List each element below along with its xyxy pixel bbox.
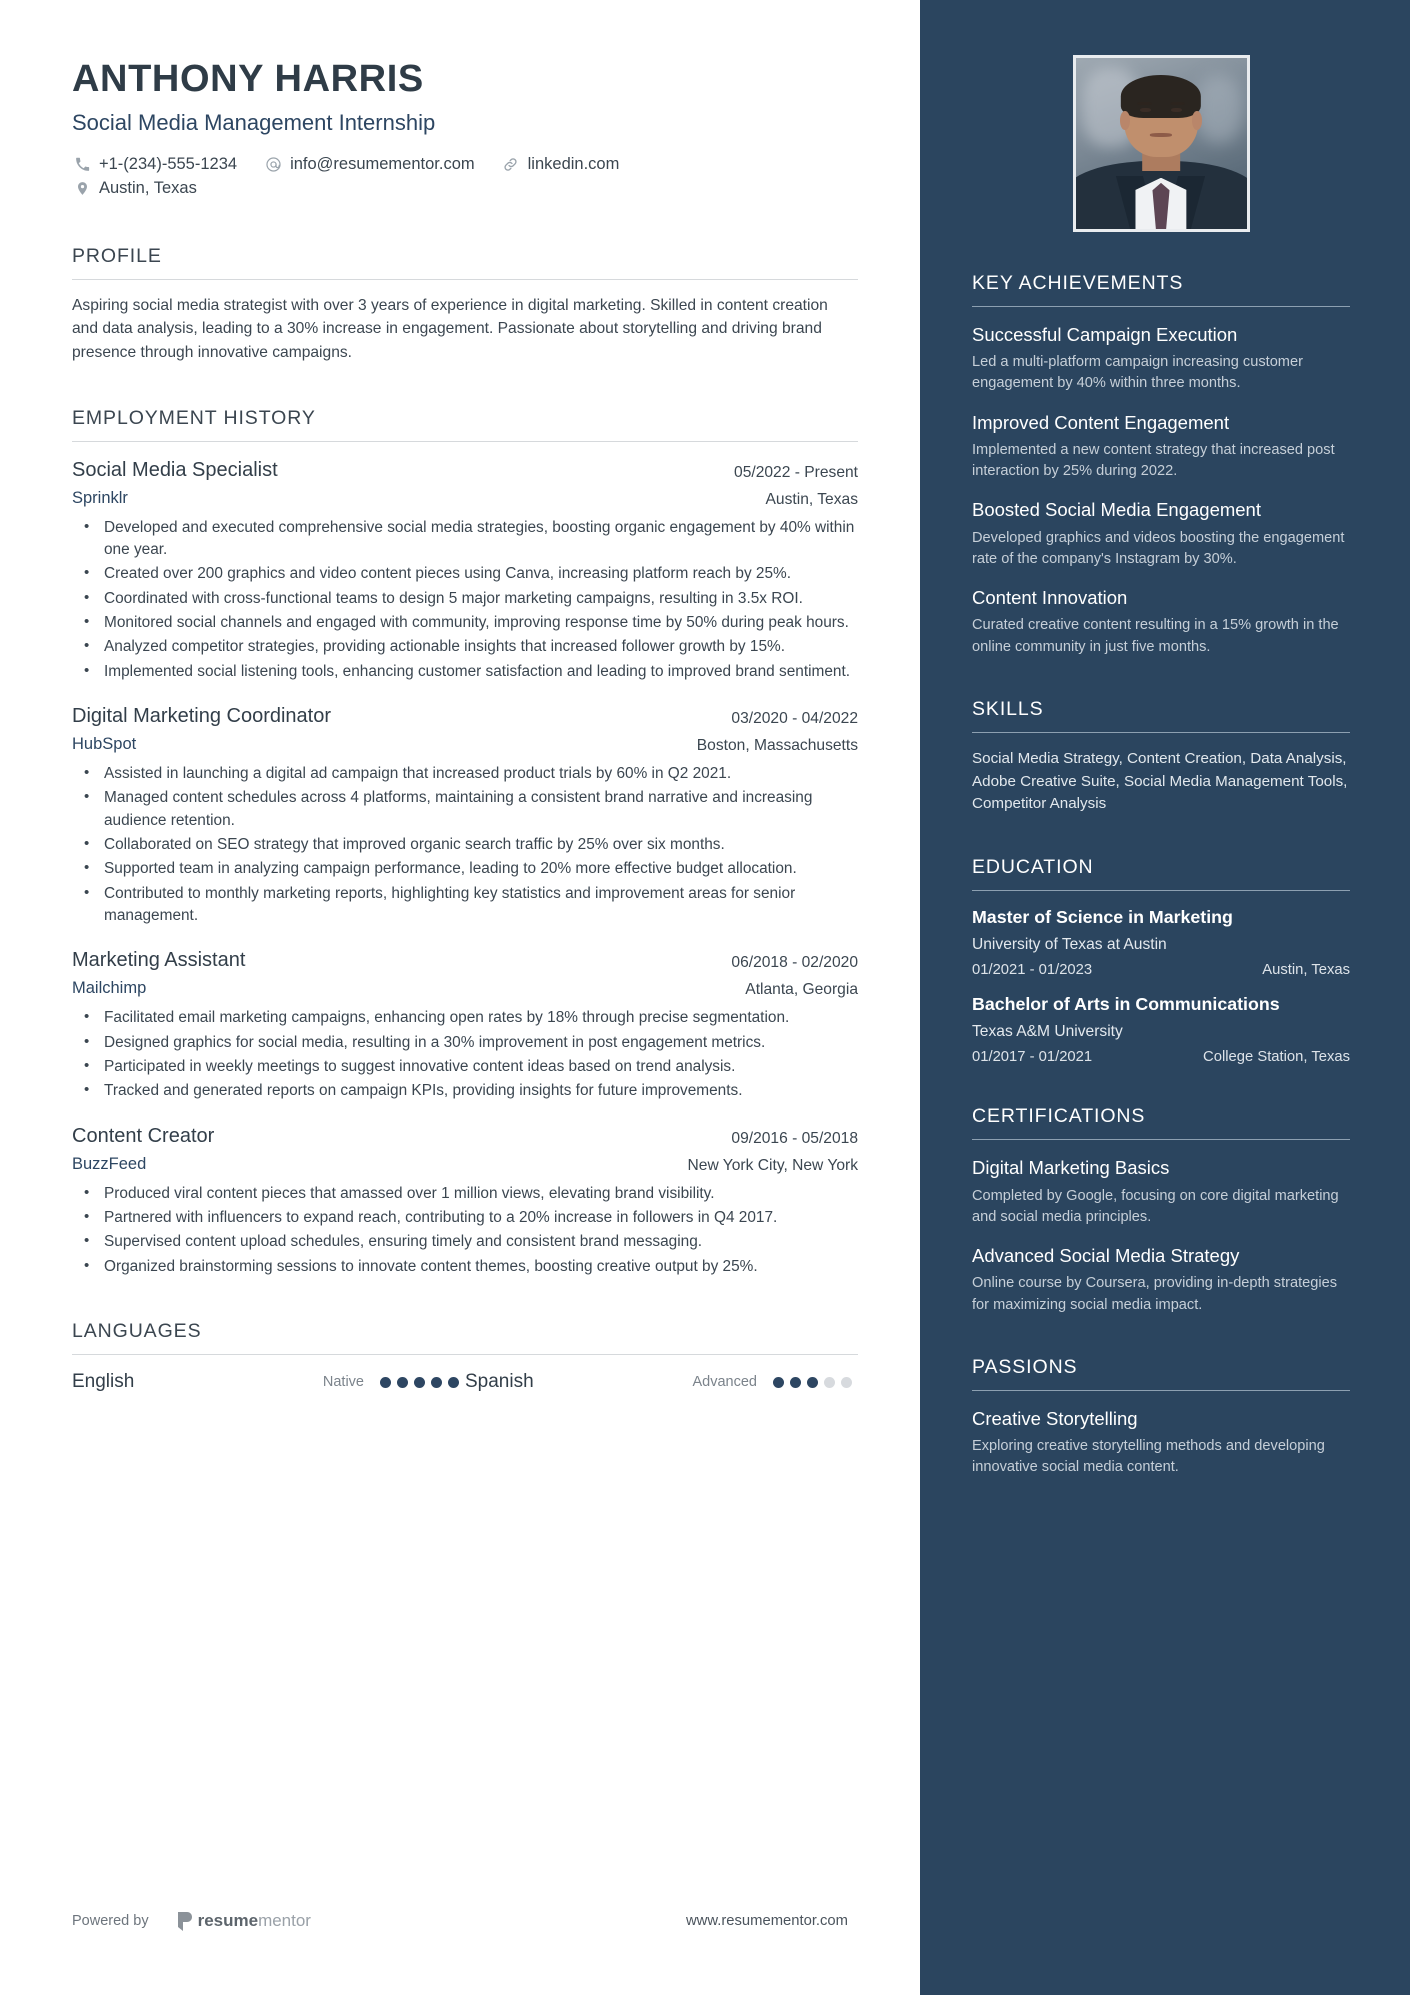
job-bullet: • Supported team in analyzing campaign performance, leading to 20% more effective budget allocation. (72, 858, 858, 880)
sidebar-entry (972, 1244, 1350, 1316)
job-company: Mailchimp (72, 979, 147, 998)
entry-description: Led a multi-platform campaign increasing customer engagement by 40% within three months. (972, 354, 1303, 392)
job-bullet: • Organized brainstorming sessions to innovate content themes, boosting creative output by 25%. (72, 1256, 858, 1278)
certifications-heading: CERTIFICATIONS (972, 1105, 1146, 1128)
sidebar-entry (972, 411, 1350, 483)
languages-section (72, 1320, 858, 1393)
divider (72, 1354, 858, 1355)
skills-section (972, 698, 1350, 816)
job-bullet: • Supervised content upload schedules, ensuring timely and consistent brand messaging. (72, 1231, 858, 1253)
job-bullet: • Contributed to monthly marketing reports, highlighting key statistics and improvement areas for senior management. (72, 883, 858, 928)
job-bullets (72, 1183, 858, 1278)
brand-text (198, 1911, 311, 1931)
job-location: New York City, New York (687, 1156, 858, 1174)
footer-url[interactable]: www.resumementor.com (686, 1913, 848, 1929)
link-icon (501, 155, 521, 175)
key-achievements-section (972, 272, 1350, 658)
contact-info (72, 155, 858, 203)
skills-heading: SKILLS (972, 697, 1044, 720)
proficiency-dot (414, 1377, 425, 1388)
employment-section (72, 407, 858, 1278)
entry-description: Implemented a new content strategy that increased post interaction by 25% during 2022. (972, 441, 1335, 480)
contact-email[interactable] (263, 155, 475, 175)
job-date: 09/2016 - 05/2018 (731, 1129, 858, 1147)
entry-title: Boosted Social Media Engagement (972, 499, 1261, 521)
job-bullet: • Assisted in launching a digital ad campaign that increased product trials by 60% in Q2 2021. (72, 763, 858, 785)
brand-light: mentor (258, 1911, 311, 1930)
contact-line-1 (72, 155, 858, 179)
job-location: Atlanta, Georgia (745, 981, 858, 999)
profile-photo (1076, 58, 1247, 229)
job-bullet: • Developed and executed comprehensive social media strategies, boosting organic engagement by 40% within one year. (72, 517, 858, 562)
contact-line-2 (72, 179, 858, 203)
divider (972, 1390, 1350, 1391)
divider (972, 890, 1350, 891)
certifications-section (972, 1105, 1350, 1315)
bookmark-icon (177, 1912, 193, 1931)
linkedin-text: linkedin.com (527, 155, 620, 174)
job-company-row (72, 489, 858, 510)
footer-brand-group (72, 1911, 311, 1931)
entry-description: Online course by Coursera, providing in-depth strategies for maximizing social media impact. (972, 1275, 1338, 1313)
job-role: Marketing Assistant (72, 949, 246, 972)
job-entry (72, 1125, 858, 1278)
location-text: Austin, Texas (99, 179, 197, 198)
language-level: Advanced (692, 1374, 757, 1391)
proficiency-dot (397, 1377, 408, 1388)
job-bullet: • Implemented social listening tools, enhancing customer satisfaction and leading to improved brand sentiment. (72, 661, 858, 683)
proficiency-dot (431, 1377, 442, 1388)
education-entry (972, 993, 1350, 1065)
avatar (1073, 55, 1250, 232)
profile-text: Aspiring social media strategist with over 3 years of experience in digital marketing. Skilled in content creation and data analysis, leading to a 30% increase in engagement. Passionate about storytelling and driving brand presence through innovative campaigns. (72, 296, 828, 361)
job-title-row (72, 949, 858, 972)
education-meta (972, 962, 1350, 978)
job-entry (72, 949, 858, 1102)
education-heading: EDUCATION (972, 856, 1094, 879)
education-list (972, 906, 1350, 1065)
language-item (72, 1371, 465, 1393)
proficiency-dots (773, 1377, 858, 1388)
entry-title: Content Innovation (972, 587, 1128, 609)
divider (972, 1139, 1350, 1140)
job-bullet: • Facilitated email marketing campaigns, enhancing open rates by 18% through precise segmentation. (72, 1007, 858, 1029)
language-name: Spanish (465, 1371, 534, 1393)
job-bullet: • Created over 200 graphics and video content pieces using Canva, increasing platform reach by 25%. (72, 563, 858, 585)
languages-list (72, 1371, 858, 1393)
entry-title: Digital Marketing Basics (972, 1157, 1170, 1179)
education-location: Austin, Texas (1262, 962, 1350, 979)
job-bullets (72, 517, 858, 683)
employment-heading: EMPLOYMENT HISTORY (72, 406, 316, 429)
profile-section (72, 245, 858, 365)
education-entry (972, 906, 1350, 978)
proficiency-dot (380, 1377, 391, 1388)
divider (72, 441, 858, 442)
education-meta (972, 1049, 1350, 1065)
at-icon (263, 155, 283, 175)
divider (972, 306, 1350, 307)
job-bullet: • Managed content schedules across 4 platforms, maintaining a consistent brand narrative and increasing audience retention. (72, 787, 858, 832)
job-role: Content Creator (72, 1124, 215, 1147)
job-company-row (72, 1155, 858, 1176)
passions-list (972, 1407, 1350, 1479)
language-level: Native (322, 1374, 364, 1391)
contact-phone[interactable] (72, 155, 237, 175)
job-company: BuzzFeed (72, 1154, 147, 1173)
job-date: 03/2020 - 04/2022 (731, 709, 858, 727)
job-bullet: • Collaborated on SEO strategy that improved organic search traffic by 25% over six months. (72, 834, 858, 856)
entry-description: Completed by Google, focusing on core digital marketing and social media principles. (972, 1187, 1339, 1225)
employment-list (72, 459, 858, 1278)
candidate-title: Social Media Management Internship (72, 109, 436, 135)
job-company: HubSpot (72, 734, 137, 753)
job-company-row (72, 979, 858, 1000)
candidate-name: ANTHONY HARRIS (72, 58, 424, 100)
education-degree: Bachelor of Arts in Communications (972, 994, 1280, 1015)
divider (72, 279, 858, 280)
entry-title: Advanced Social Media Strategy (972, 1245, 1240, 1267)
certifications-list (972, 1156, 1350, 1315)
passions-heading: PASSIONS (972, 1355, 1078, 1378)
entry-description: Developed graphics and videos boosting the engagement rate of the company's Instagram by 30%. (972, 529, 1345, 567)
education-degree: Master of Science in Marketing (972, 907, 1233, 928)
sidebar-entry (972, 1156, 1350, 1228)
contact-linkedin[interactable] (501, 155, 620, 175)
job-bullet: • Produced viral content pieces that amassed over 1 million views, elevating brand visibility. (72, 1183, 858, 1205)
resumementor-logo (177, 1911, 311, 1931)
proficiency-dot (448, 1377, 459, 1388)
education-school: Texas A&M University (972, 1023, 1123, 1041)
education-section (972, 856, 1350, 1065)
job-bullet: • Designed graphics for social media, resulting in a 30% improvement in post engagement metrics. (72, 1032, 858, 1054)
job-date: 06/2018 - 02/2020 (731, 954, 858, 972)
powered-by-label: Powered by (72, 1913, 149, 1929)
job-title-row (72, 1125, 858, 1148)
job-title-row (72, 459, 858, 482)
job-bullet: • Monitored social channels and engaged with community, improving response time by 50% during peak hours. (72, 612, 858, 634)
divider (972, 732, 1350, 733)
proficiency-dot (824, 1377, 835, 1388)
job-bullets (72, 763, 858, 927)
job-date: 05/2022 - Present (734, 463, 858, 481)
sidebar-entry (972, 498, 1350, 570)
sidebar-entry (972, 1407, 1350, 1479)
achievements-list (972, 323, 1350, 658)
language-item (465, 1371, 858, 1393)
phone-icon (72, 155, 92, 175)
proficiency-dot (841, 1377, 852, 1388)
job-location: Boston, Massachusetts (696, 736, 858, 754)
proficiency-dots (380, 1377, 465, 1388)
education-date: 01/2021 - 01/2023 (972, 962, 1093, 979)
language-name: English (72, 1371, 135, 1393)
page-footer (72, 1911, 848, 1931)
sidebar (920, 0, 1410, 1995)
phone-text: +1-(234)-555-1234 (99, 155, 238, 174)
job-title-row (72, 705, 858, 728)
job-bullet: • Analyzed competitor strategies, providing actionable insights that increased follower growth by 15%. (72, 636, 858, 658)
education-location: College Station, Texas (1203, 1049, 1350, 1066)
job-entry (72, 705, 858, 927)
job-role: Digital Marketing Coordinator (72, 704, 332, 727)
sidebar-entry (972, 586, 1350, 658)
job-bullet: • Coordinated with cross-functional teams to design 5 major marketing campaigns, resulting in 3.5x ROI. (72, 588, 858, 610)
page-header (72, 58, 858, 203)
proficiency-dot (790, 1377, 801, 1388)
profile-heading: PROFILE (72, 244, 162, 267)
passions-section (972, 1356, 1350, 1479)
entry-description: Exploring creative storytelling methods and developing innovative social media content. (972, 1437, 1325, 1476)
brand-bold: resume (197, 1911, 259, 1930)
job-company-row (72, 735, 858, 756)
skills-text: Social Media Strategy, Content Creation, Data Analysis, Adobe Creative Suite, Social Media Management Tools, Competitor Analysis (972, 749, 1348, 813)
job-company: Sprinklr (72, 488, 128, 507)
sidebar-entry (972, 323, 1350, 395)
languages-heading: LANGUAGES (72, 1320, 202, 1343)
entry-title: Improved Content Engagement (972, 411, 1230, 433)
entry-title: Successful Campaign Execution (972, 324, 1238, 345)
job-location: Austin, Texas (765, 490, 858, 508)
education-date: 01/2017 - 01/2021 (972, 1049, 1093, 1066)
achievements-heading: KEY ACHIEVEMENTS (972, 272, 1184, 294)
job-bullets (72, 1007, 858, 1102)
contact-location (72, 179, 197, 199)
job-bullet: • Tracked and generated reports on campaign KPIs, providing insights for future improvements. (72, 1080, 858, 1102)
proficiency-dot (773, 1377, 784, 1388)
entry-description: Curated creative content resulting in a 15% growth in the online community in just five months. (972, 617, 1339, 655)
map-pin-icon (72, 179, 92, 199)
entry-title: Creative Storytelling (972, 1407, 1138, 1429)
job-bullet: • Partnered with influencers to expand reach, contributing to a 20% increase in followers in Q4 2017. (72, 1207, 858, 1229)
job-entry (72, 459, 858, 683)
email-text: info@resumementor.com (290, 155, 475, 174)
job-bullet: • Participated in weekly meetings to suggest innovative content ideas based on trend analysis. (72, 1056, 858, 1078)
proficiency-dot (807, 1377, 818, 1388)
job-role: Social Media Specialist (72, 458, 278, 481)
education-school: University of Texas at Austin (972, 936, 1167, 954)
